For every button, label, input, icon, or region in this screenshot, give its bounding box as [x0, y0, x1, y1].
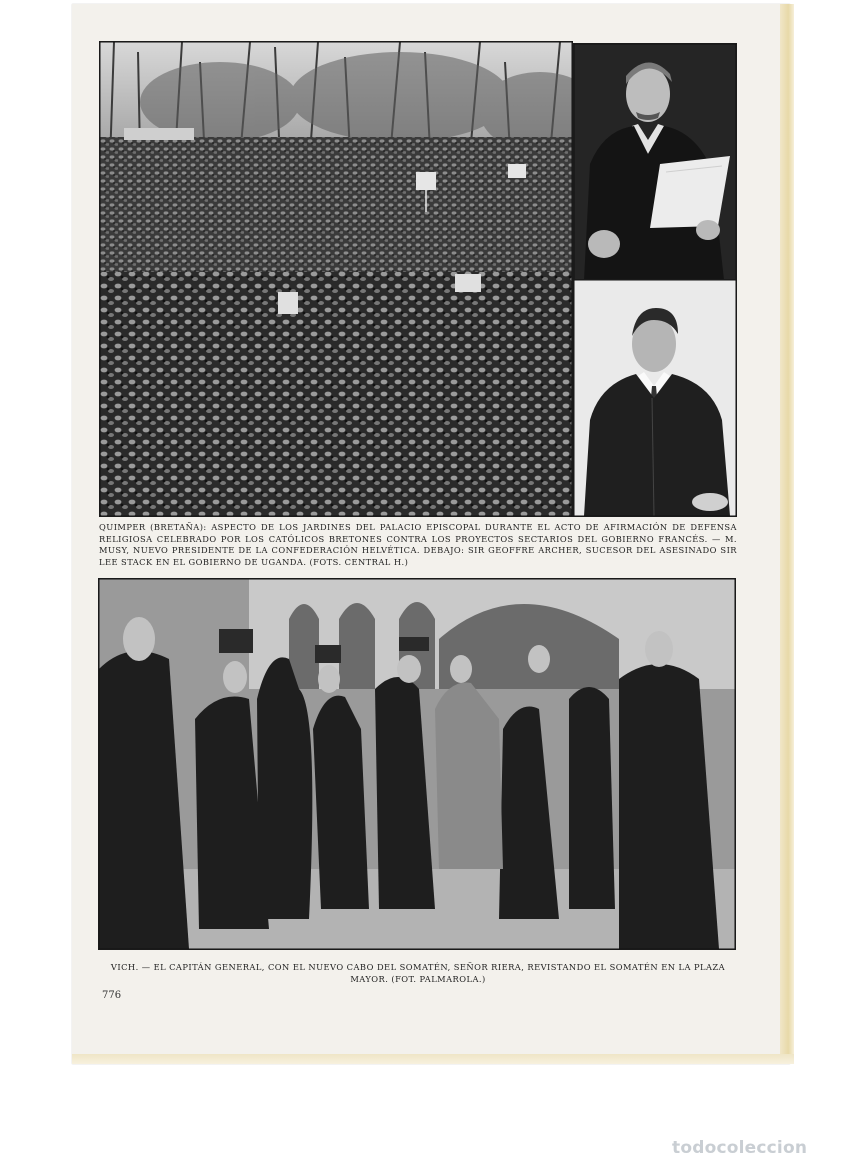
photo-crowd-quimper [99, 41, 573, 517]
photo-crowd-image [100, 42, 572, 516]
page-edge [780, 4, 794, 1064]
page-number: 776 [102, 990, 122, 1001]
photo-musy-image [574, 44, 736, 280]
caption-top: QUIMPER (BRETAÑA): ASPECTO DE LOS JARDINES DEL PALACIO EPISCOPAL DURANTE EL ACTO DE AFIRMACIÓN DE DEFENSA RELIGIOSA CELEBRADO POR LOS CATÓLICOS BRETONES CONTRA LOS PROYECTOS SECTARIOS DEL GOBIERNO FRANCÉS. — M. MUSY, NUEVO PRESIDENTE DE LA CONFEDERACIÓN HELVÉTICA. DEBAJO: SIR GEOFFRE ARCHER, SUCESOR DEL ASESINADO SIR LEE STACK EN EL GOBIERNO DE UGANDA. (FOTS. CENTRAL H.) [99, 522, 737, 567]
photo-vich-image [99, 579, 735, 949]
caption-bottom: VICH. — EL CAPITÁN GENERAL, CON EL NUEVO CABO DEL SOMATÉN, SEÑOR RIERA, REVISTANDO EL SOMATÉN EN LA PLAZA MAYOR. (FOT. PALMAROLA.) [110, 962, 726, 984]
photo-archer-image [574, 280, 736, 516]
photo-portrait-musy [573, 43, 737, 281]
photo-vich-somaten [98, 578, 736, 950]
page-edge [72, 1054, 794, 1064]
watermark-logo: todocoleccion [672, 1138, 808, 1158]
photo-portrait-archer [573, 279, 737, 517]
